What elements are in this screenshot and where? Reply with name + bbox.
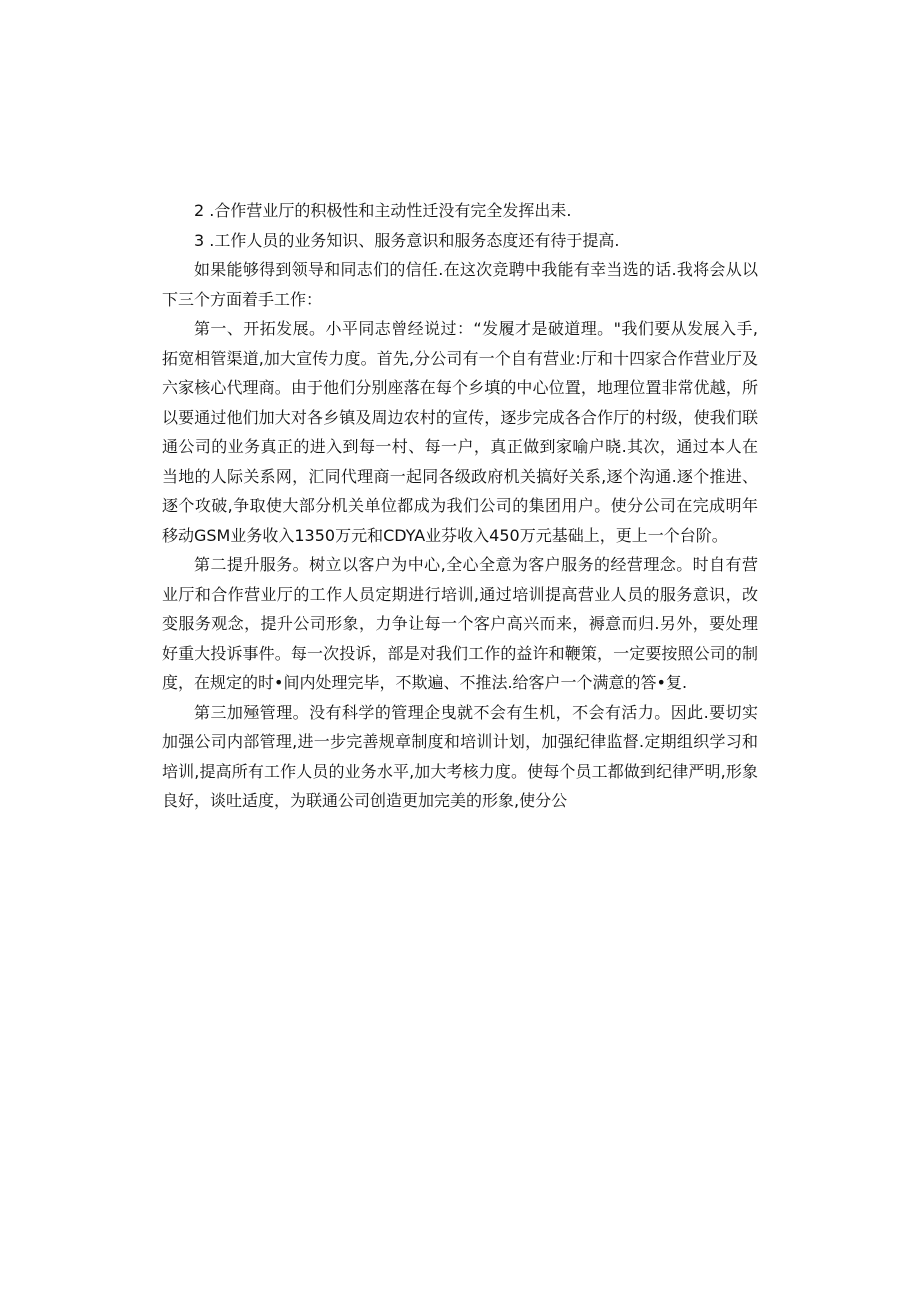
list-item-3: 3 .工作人员的业务知识、服务意识和服务态度还有待于提高. xyxy=(194,230,620,250)
list-item-2: 2 .合作营业厅的积极性和主动性迁没有完全发挥出耒. xyxy=(194,201,572,220)
document-body xyxy=(162,196,758,816)
paragraph-first-development: 第一、开拓发展。小平同志曾经说过：“发履才是破道理。"我们要从发展入手,拓宽相管渠道,加大宣传力度。首先,分公司有一个自有营业:厅和十四家合作营业厅及六家核心代理商。由于他们分别座落在每个乡填的中心位置，地理位置非常优越，所以要通过他们加大对各乡镇及周边农村的宣传，逐步完成各合作厅的村级，使我们联通公司的业务真正的进入到每一村、每一户，真正做到家喻户晓.其次，通过本人在当地的人际关系网，汇同代理商一起同各级政府机关搞好关系,逐个沟通.逐个推进、逐个攻破,争取使大部分机关单位都成为我们公司的集团用户。使分公司在完成明年移动GSM业务收入1350万元和CDYA业芬收入450万元基础上，更上一个台阶。 xyxy=(162,319,758,545)
paragraph-intro: 如果能够得到领导和同志们的信任.在这次竞聘中我能有幸当选的话.我将会从以下三个方面着手工作： xyxy=(162,260,758,309)
paragraph-third-management: 第三加殛管理。没有科学的管理企曳就不会有生机，不会有活力。因此.要切实加强公司内部管理,进一步完善规章制度和培训计划，加强纪律监督.定期组织学习和培训,提高所有工作人员的业务水平,加大考核力度。使每个员工都做到纪律严明,形象良好，谈吐适度，为联通公司创造更加完美的形象,使分公 xyxy=(162,702,758,810)
paragraph-second-service: 第二提升服务。树立以客户为中心,全心全意为客户服务的经营理念。时自有营业厅和合作营业厅的工作人员定期进行培训,通过培训提高营业人员的服务意识，改变服务观念，提升公司形象，力争让每一个客户高兴而来，褥意而归.另外，要处理好重大投诉事件。每一次投诉，部是对我们工作的益许和鞭策，一定要按照公司的制度，在规定的时•间内处理完毕，不欺遍、不推法.给客户一个满意的答•复. xyxy=(162,555,758,692)
